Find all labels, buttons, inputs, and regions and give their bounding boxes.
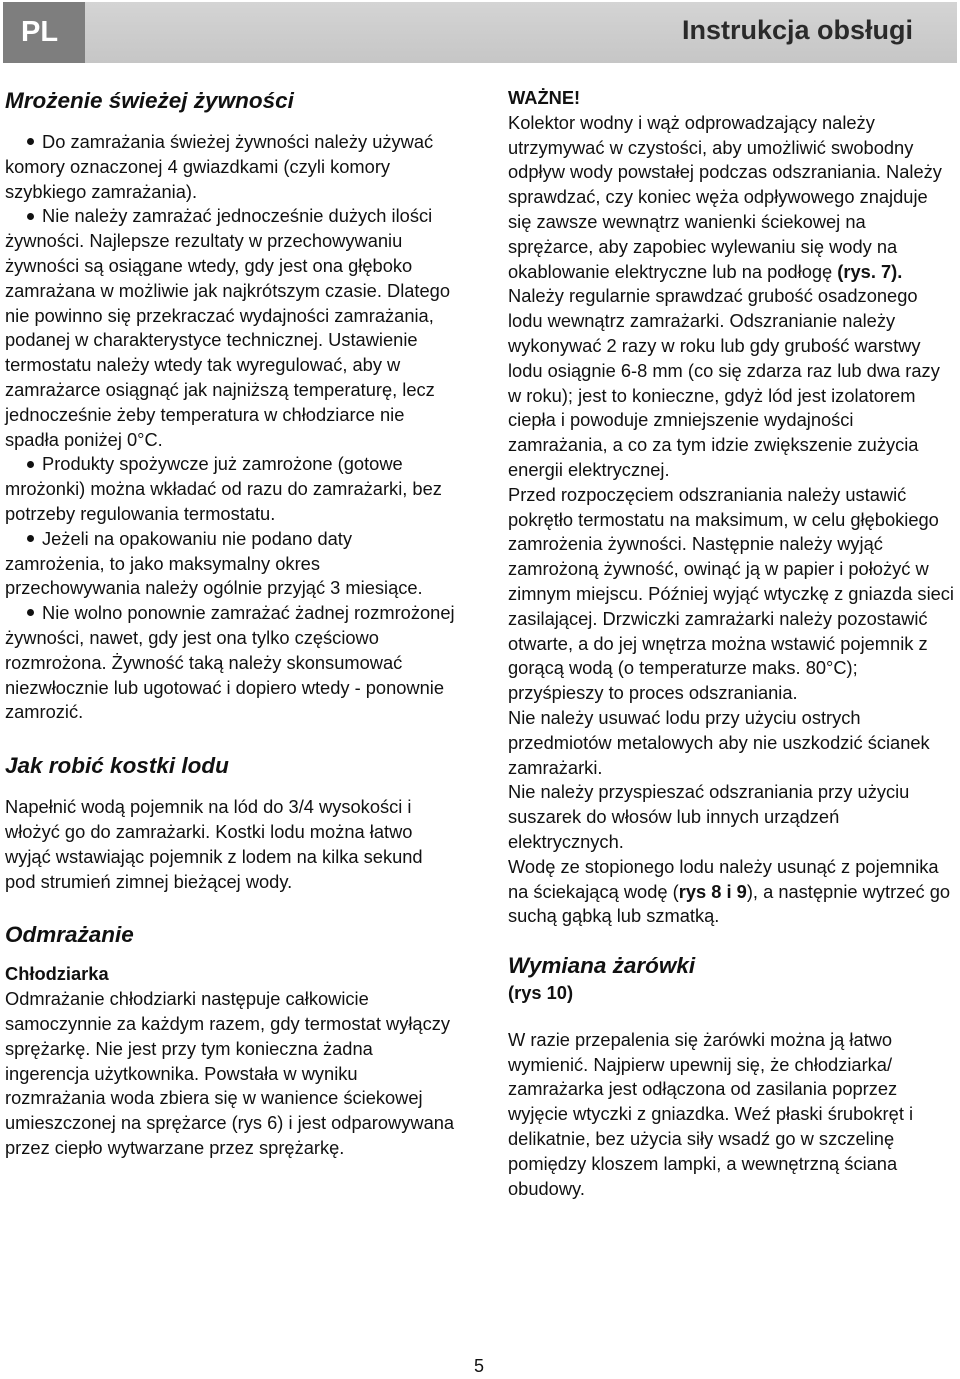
- bullet-icon: [27, 138, 34, 145]
- fridge-paragraph: Odmrażanie chłodziarki następuje całkowicie samoczynnie za każdym razem, gdy termostat wyłączy sprężarkę. Nie jest przy tym konieczna żadna ingerencja użytkownika. Powstała w wyniku rozmrażania woda zbiera się w wanience ściekowej umieszczonej na sprężarce (rys 6) i jest odparowywana przez ciepło wytwarzane przez sprężarkę.: [5, 988, 455, 1158]
- header-title: Instrukcja obsługi: [681, 15, 913, 45]
- section-title-defrost: Odmrażanie: [5, 922, 134, 948]
- important-label: WAŻNE!: [508, 87, 581, 108]
- bulb-paragraph: W razie przepalenia się żarówki można ją łatwo wymienić. Najpierw upewnij się, że chłodziarka/ zamrażarka jest odłączona od zasilania poprzez wyjęcie wtyczki z gniazdka. Weź płaski śrubokręt i delikatnie, bez użycia siły wsadź go w szczelinę pomiędzy kloszem lampki, a wewnętrzną ściana obudowy.: [508, 1028, 914, 1199]
- list-item: Nie należy zamrażać jednocześnie dużych ilości żywności. Najlepsze rezultaty w przechowywaniu żywności są osiągane wtedy, gdy jest ona głęboko zamrażana w możliwie jak najkrótszym czasie. Dlatego nie powinno się przekraczać wydajności zamrażania, podanej w charakterystyce technicznej. Ustawienie termostatu należy wtedy tak wyregulować, aby w zamrażarce osiągnąć jak najniższą temperaturę, lecz jednocześnie żeby temperatura w chłodziarce nie spadła poniżej 0°C.: [5, 205, 450, 450]
- page-header: [3, 2, 957, 63]
- language-badge: PL: [3, 2, 85, 63]
- ice-paragraph: Napełnić wodą pojemnik na lód do 3/4 wysokości i włożyć go do zamrażarki. Kostki lodu można łatwo wyjąć wstawiając pojemnik z lodem na kilka sekund pod strumień zimnej bieżącej wody.: [5, 796, 423, 892]
- freezing-list: [5, 130, 455, 725]
- warning-dryer-paragraph: Nie należy przyspieszać odszraniania przy użyciu suszarek do włosów lub innych urządzeń elektrycznych.: [508, 781, 910, 852]
- section-title-freezing: Mrożenie świeżej żywności: [5, 88, 294, 113]
- section-title-bulb: Wymiana żarówki: [508, 953, 696, 979]
- list-item: Nie wolno ponownie zamrażać żadnej rozmrożonej żywności, nawet, gdy jest ona tylko częściowo rozmrożona. Żywność taką należy skonsumować niezwłocznie lub ugotować i dopiero wtedy - ponownie zamrozić.: [5, 602, 455, 723]
- figure-reference: (rys. 7).: [837, 260, 903, 282]
- page-number: 5: [474, 1356, 485, 1376]
- important-paragraph: Kolektor wodny i wąż odprowadzający należy utrzymywać w czystości, aby umożliwić swobodny odpływ wody powstałej podczas odszraniania. Należy sprawdzać, czy koniec węża odpływowego znajduje się zawsze wewnątrz wanienki ściekowej na sprężarce, aby zapobiec wylewaniu się wody na okablowanie elektryczne lub na podłogę (rys. 7). Należy regularnie sprawdzać grubość osadzonego lodu wewnątrz zamrażarki. Odszranianie należy wykonywać 2 razy w roku lub gdy grubość warstwy lodu osiągnie 6-8 mm (co się zdarza raz lub dwa razy w roku); jest to konieczne, gdyż lód jest izolatorem ciepła i powoduje zmniejszenie wydajności zamrażania, a co za tym idzie zwiększenie zużycia energii elektrycznej.: [508, 111, 942, 480]
- bullet-icon: [27, 609, 34, 616]
- bullet-icon: [27, 461, 34, 468]
- list-item: Do zamrażania świeżej żywności należy używać komory oznaczonej 4 gwiazdkami (czyli komory szybkiego zamrażania).: [5, 131, 434, 202]
- defrost-steps-paragraph: Przed rozpoczęciem odszraniania należy ustawić pokrętło termostatu na maksimum, w celu głębokiego zamrożenia żywności. Następnie należy wyjąć zamrożoną żywność, owinąć ją w papier i położyć w zimnym miejscu. Później wyjąć wtyczkę z gniazda sieci zasilającej. Drzwiczki zamrażarki należy pozostawić otwarte, a do jej wnętrza można wstawić pojemnik z gorącą wodą (o temperaturze maks. 80°C); przyśpieszy to proces odszraniania.: [508, 483, 954, 704]
- list-item: Produkty spożywcze już zamrożone (gotowe mrożonki) można wkładać od razu do zamrażarki, bez potrzeby regulowania termostatu.: [5, 453, 442, 524]
- section-title-ice: Jak robić kostki lodu: [5, 753, 229, 779]
- figure-reference: rys 8 i 9: [678, 880, 747, 902]
- bullet-icon: [27, 213, 34, 220]
- list-item: Jeżeli na opakowaniu nie podano daty zamrożenia, to jako maksymalny okres przechowywania należy ogólnie przyjąć 3 miesiące.: [5, 527, 423, 599]
- bulb-figure-reference: (rys 10): [508, 982, 574, 1004]
- left-column: [5, 86, 455, 1161]
- subsection-title-fridge: Chłodziarka: [5, 963, 109, 985]
- right-column: [508, 86, 955, 1201]
- water-removal-paragraph: Wodę ze stopionego lodu należy usunąć z pojemnika na ściekającą wodę (rys 8 i 9), a następnie wytrzeć go suchą gąbką lub szmatką.: [508, 855, 951, 927]
- warning-tools-paragraph: Nie należy usuwać lodu przy użyciu ostrych przedmiotów metalowych aby nie uszkodzić ścianek zamrażarki.: [508, 706, 930, 778]
- bullet-icon: [27, 535, 34, 542]
